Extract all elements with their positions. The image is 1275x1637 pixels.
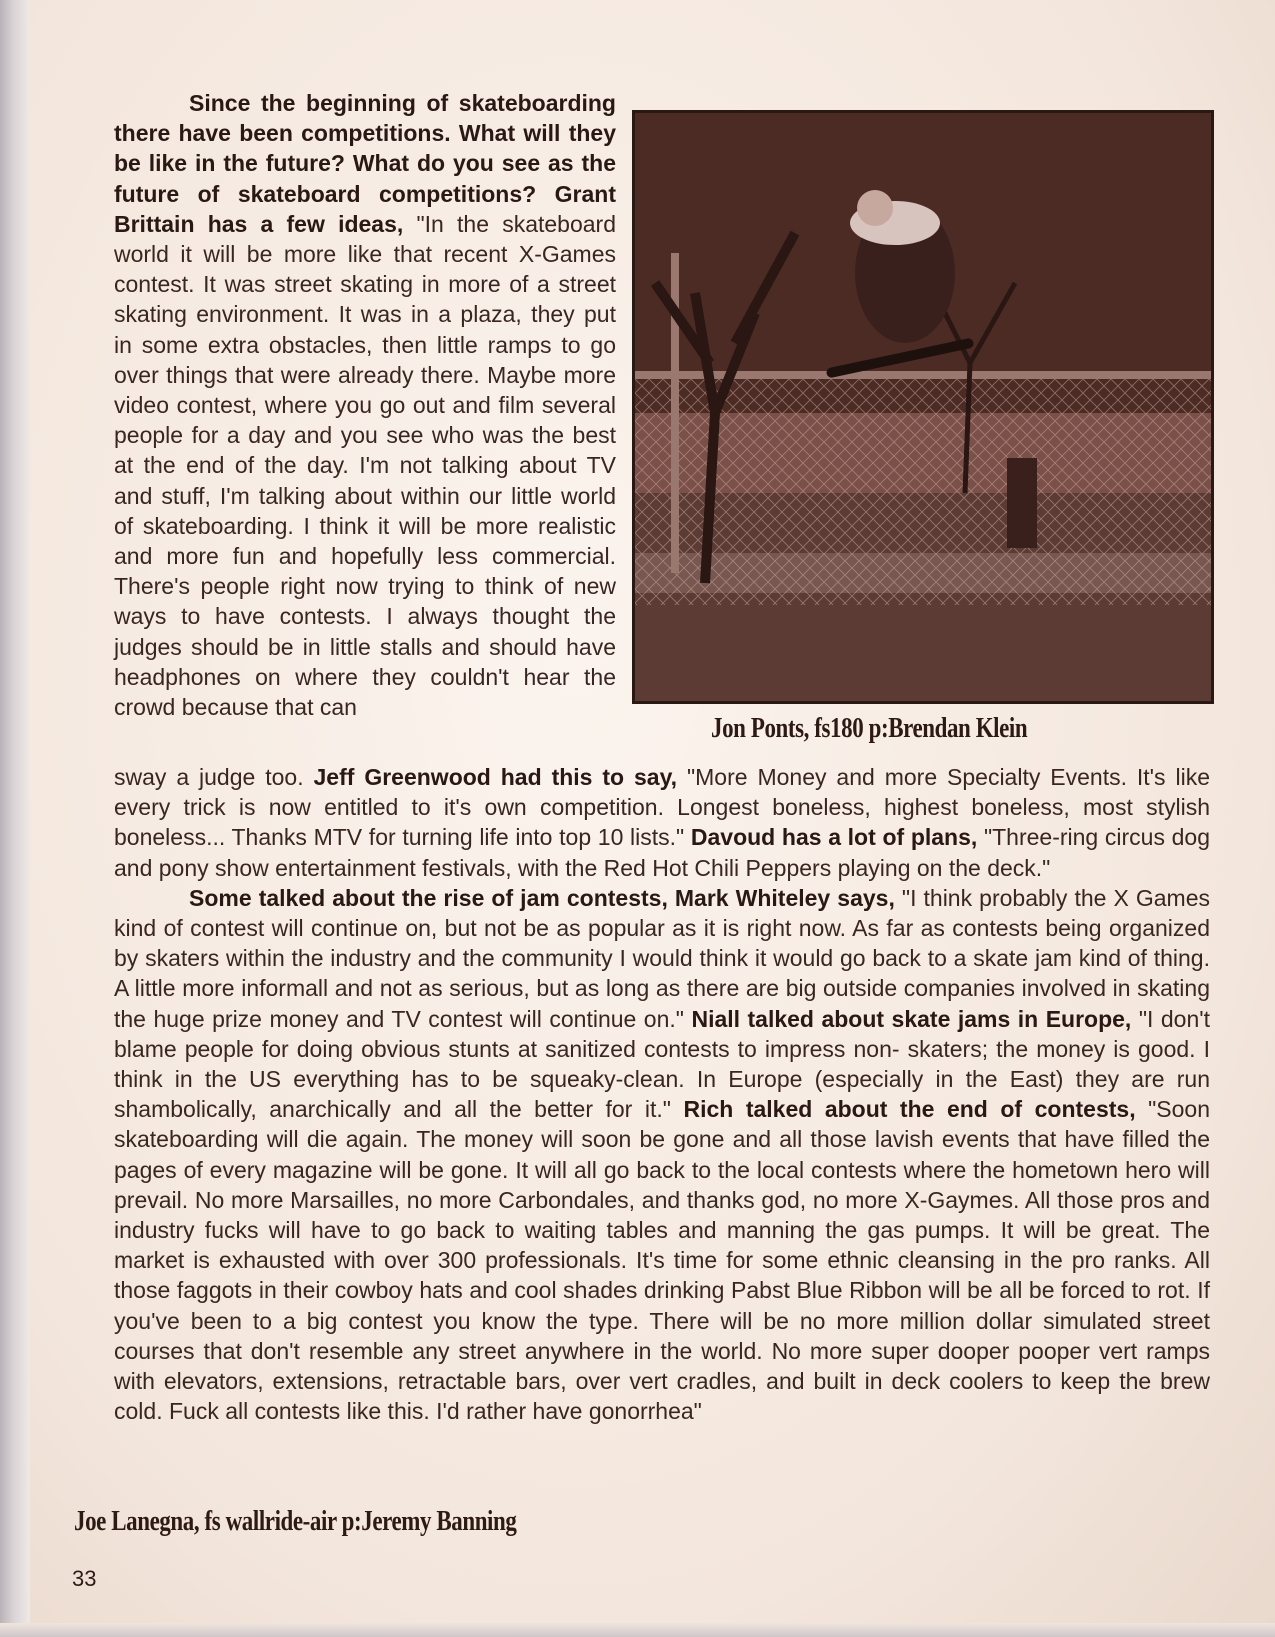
skate-photo: [632, 110, 1214, 704]
skateboard-photo-icon: [635, 113, 1211, 701]
page-number: 33: [72, 1566, 97, 1591]
niall-quote: "I don't blame people for doing obvious stunts at sanitized contests to impress non- skaters; the money is good. I think in the US everything has to be squeaky-clean. In Europe (especially in the East) they are run shambolically, anarchically and all the better for it.": [114, 1005, 1211, 1123]
bottom-caption: Joe Lanegna, fs wallride-air p:Jeremy Banning: [74, 1506, 517, 1537]
grant-quote-cont: sway a judge too.: [114, 764, 304, 790]
rich-bold: Rich talked about the end of contests,: [683, 1096, 1136, 1123]
jeff-bold: Jeff Greenwood had this to say,: [313, 764, 678, 790]
page-spine: [0, 0, 30, 1637]
article-column-full: [114, 762, 1210, 1426]
niall-bold: Niall talked about skate jams in Europe,: [691, 1005, 1132, 1032]
grant-quote: "In the skateboard world it will be more like that recent X-Games contest. It was street skating in more of a street skating environment. It was in a plaza, they put in some extra obstacles, then little ramps to go over things that were already there. Maybe more video contest, where you go out and film several people for a day and you see who was the best at the end of the day. I'm not talking about TV and stuff, I'm talking about within our little world of skateboarding. I think it will be more realistic and more fun and hopefully less commercial. There's people right now trying to think of new ways to have contests. I always thought the judges should be in little stalls and should have headphones on where they couldn't hear the crowd because that can: [114, 210, 617, 721]
photo-caption: Jon Ponts, fs180 p:Brendan Klein: [711, 713, 1028, 744]
rich-quote: "Soon skateboarding will die again. The money will soon be gone and all those lavish events that have filled the pages of every magazine will be gone. It will all go back to the local contests where the hometown hero will prevail. No more Marsailles, no more Carbondales, and thanks god, no more X-Gaymes. All those pros and industry fucks will have to go back to waiting tables and manning the gas pumps. It will be great. The market is exhausted with over 300 professionals. It's time for some ethnic cleansing in the pro ranks. All those faggots in their cowboy hats and cool shades drinking Pabst Blue Ribbon will be all be forced to rot. If you've been to a big contest you know the type. There will be no more million dollar simulated street courses that don't resemble any street anywhere in the world. No more super dooper pooper vert ramps with elevators, extensions, retractable bars, over vert cradles, and built in deck coolers to keep the brew cold. Fuck all contests like this. I'd rather have gonorrhea": [114, 1096, 1211, 1425]
mark-quote: "I think probably the X Games kind of contest will continue on, but not be as popular as it is right now. As far as contests being organized by skaters within the industry and the community I would think it would go back to a skate jam kind of thing. A little more informall and not as serious, but as long as there are big outside companies involved in skating the huge prize money and TV contest will continue on.": [114, 884, 1211, 1032]
davoud-quote: "Three-ring circus dog and pony show entertainment festivals, with the Red Hot Chili Peppers playing on the deck.": [114, 824, 1210, 881]
davoud-bold: Davoud has a lot of plans,: [690, 824, 978, 851]
mark-bold: Some talked about the rise of jam contests, Mark Whiteley says,: [189, 884, 895, 911]
jeff-quote: "More Money and more Specialty Events. It's like every trick is now entitled to it's own competition. Longest boneless, highest boneless, most stylish boneless... Thanks MTV for turning life into top 10 lists.": [114, 764, 1210, 851]
page-bottom-edge: [0, 1623, 1275, 1637]
intro-bold: Since the beginning of skateboarding there have been competitions. What will they be like in the future? What do you see as the future of skateboard competitions? Grant Brittain has a few ideas,: [114, 90, 616, 237]
article-column-top: [114, 88, 616, 722]
